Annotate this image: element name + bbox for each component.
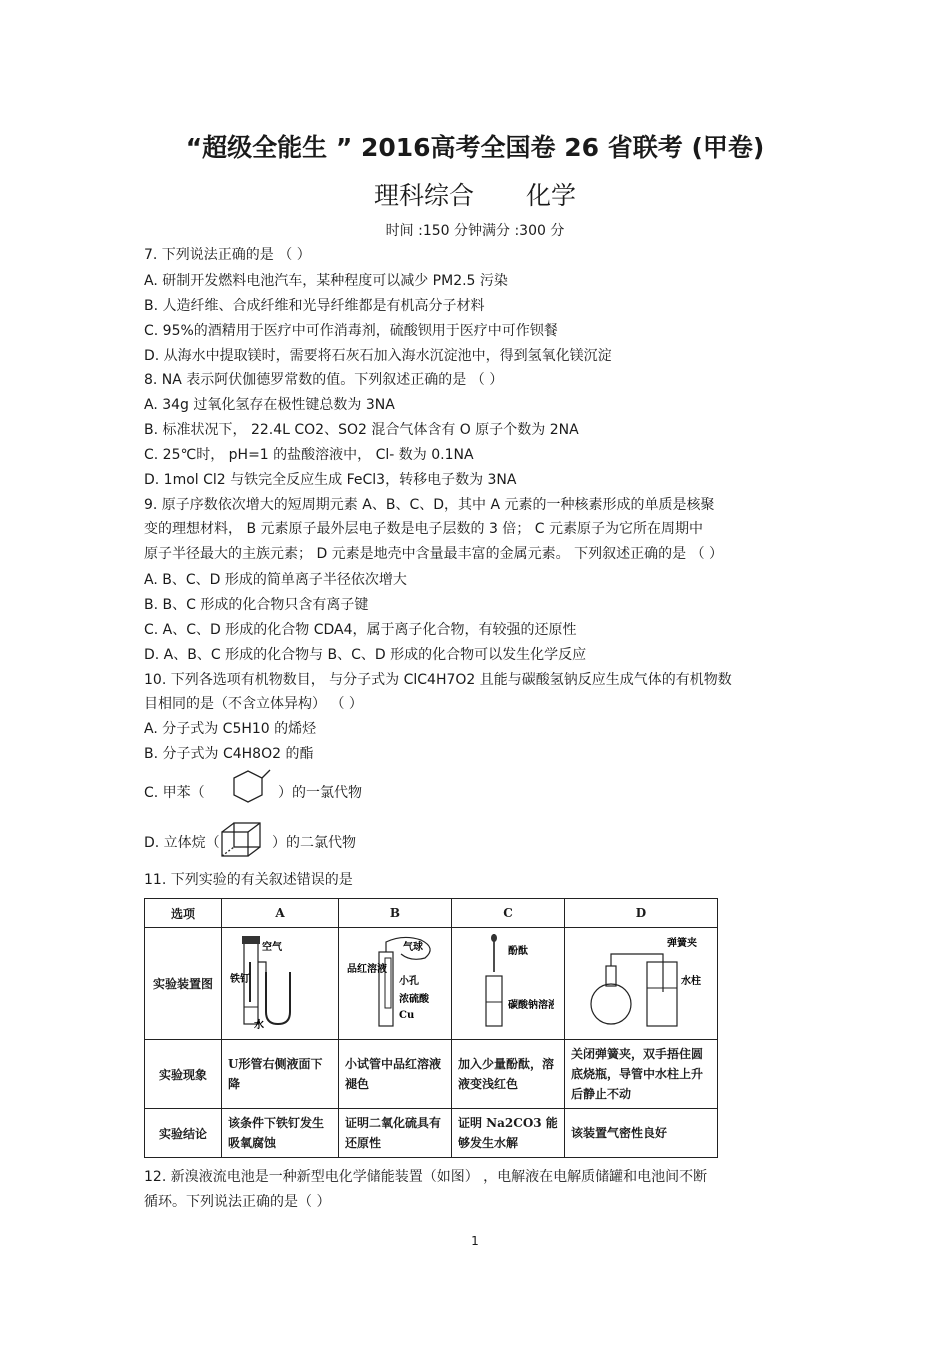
row-label: 实验现象 xyxy=(145,1040,222,1109)
phenomenon-c: 加入少量酚酞，溶液变浅红色 xyxy=(452,1040,565,1109)
apparatus-b xyxy=(339,928,452,1040)
question-8: 8. NA 表示阿伏伽德罗常数的值。下列叙述正确的是 （ ） xyxy=(144,372,504,388)
q10-option-c-prefix: C. 甲苯（ xyxy=(144,785,205,801)
table-header-row xyxy=(145,899,718,928)
q8-option-a: A. 34g 过氧化氢存在极性键总数为 3NA xyxy=(144,397,395,413)
row-label: 实验装置图 xyxy=(145,928,222,1040)
conclusion-a: 该条件下铁钉发生吸氧腐蚀 xyxy=(222,1109,339,1158)
table-header-cell: A xyxy=(222,899,339,928)
table-header-cell: 选项 xyxy=(145,899,222,928)
exam-subtitle xyxy=(0,176,950,212)
toluene-structure-icon xyxy=(226,768,272,808)
label-sodium-carbonate: 碳酸钠溶液 xyxy=(508,1000,554,1011)
label-sulfuric-acid: 浓硫酸 xyxy=(399,994,429,1005)
apparatus-d xyxy=(565,928,718,1040)
table-row xyxy=(145,1109,718,1158)
table-row xyxy=(145,928,718,1040)
q7-option-b: B. 人造纤维、合成纤维和光导纤维都是有机高分子材料 xyxy=(144,298,485,314)
cubane-structure-icon xyxy=(218,820,268,860)
question-10-line1: 10. 下列各选项有机物数目， 与分子式为 ClC4H7O2 且能与碳酸氢钠反应生成气体的有机物数 xyxy=(144,672,732,688)
q10-option-b: B. 分子式为 C4H8O2 的酯 xyxy=(144,746,314,762)
question-7: 7. 下列说法正确的是 （ ） xyxy=(144,247,311,263)
label-water-column: 水柱 xyxy=(681,976,701,987)
label-balloon: 气球 xyxy=(403,942,423,953)
phenomenon-a: U形管右侧液面下降 xyxy=(222,1040,339,1109)
q10-option-d-prefix: D. 立体烷（ xyxy=(144,835,220,851)
label-spring-clip: 弹簧夹 xyxy=(667,938,697,949)
q10-option-c-suffix: ）的一氯代物 xyxy=(278,785,362,801)
phenolphthalein-apparatus-icon xyxy=(458,932,554,1032)
label-water: 水 xyxy=(254,1020,264,1031)
q7-option-d: D. 从海水中提取镁时，需要将石灰石加入海水沉淀池中，得到氢氧化镁沉淀 xyxy=(144,348,612,364)
label-small-hole: 小孔 xyxy=(399,976,419,987)
row-label: 实验结论 xyxy=(145,1109,222,1158)
exam-time-info: 时间 :150 分钟满分 :300 分 xyxy=(385,223,565,239)
phenomenon-d: 关闭弹簧夹，双手捂住圆底烧瓶，导管中水柱上升后静止不动 xyxy=(565,1040,718,1109)
label-air: 空气 xyxy=(262,942,282,953)
table-header-cell: D xyxy=(565,899,718,928)
q9-option-c: C. A、C、D 形成的化合物 CDA4，属于离子化合物，有较强的还原性 xyxy=(144,622,577,638)
q8-option-d: D. 1mol Cl2 与铁完全反应生成 FeCl3，转移电子数为 3NA xyxy=(144,472,517,488)
experiment-table xyxy=(144,898,718,1154)
table-row xyxy=(145,1040,718,1109)
q9-option-d: D. A、B、C 形成的化合物与 B、C、D 形成的化合物可以发生化学反应 xyxy=(144,647,587,663)
q10-option-a: A. 分子式为 C5H10 的烯烃 xyxy=(144,721,317,737)
question-9-line2: 变的理想材料， B 元素原子最外层电子数是电子层数的 3 倍； C 元素原子为它所在周期中 xyxy=(144,521,703,537)
question-10-line2: 目相同的是（不含立体异构） （ ） xyxy=(144,696,363,712)
label-copper: Cu xyxy=(399,1010,415,1021)
phenomenon-b: 小试管中品红溶液褪色 xyxy=(339,1040,452,1109)
apparatus-c xyxy=(452,928,565,1040)
question-9-line1: 9. 原子序数依次增大的短周期元素 A、B、C、D，其中 A 元素的一种核素形成的单质是核聚 xyxy=(144,497,715,513)
q7-option-c: C. 95%的酒精用于医疗中可作消毒剂，硫酸钡用于医疗中可作钡餐 xyxy=(144,323,558,339)
subject-group: 理科综合 xyxy=(374,181,475,210)
question-12-line1: 12. 新溴液流电池是一种新型电化学储能装置（如图） ，电解液在电解质储罐和电池间不断 xyxy=(144,1169,708,1185)
q9-option-a: A. B、C、D 形成的简单离子半径依次增大 xyxy=(144,572,407,588)
q7-option-a: A. 研制开发燃料电池汽车，某种程度可以减少 PM2.5 污染 xyxy=(144,273,508,289)
q8-option-b: B. 标准状况下， 22.4L CO2、SO2 混合气体含有 O 原子个数为 2NA xyxy=(144,422,579,438)
q8-option-c: C. 25℃时， pH=1 的盐酸溶液中， Cl- 数为 0.1NA xyxy=(144,447,474,463)
subject: 化学 xyxy=(525,181,576,210)
q9-option-b: B. B、C 形成的化合物只含有离子键 xyxy=(144,597,369,613)
conclusion-d: 该装置气密性良好 xyxy=(565,1109,718,1158)
table-header-cell: B xyxy=(339,899,452,928)
label-nail: 铁钉 xyxy=(230,974,250,985)
conclusion-b: 证明二氧化硫具有还原性 xyxy=(339,1109,452,1158)
page-number: 1 xyxy=(471,1234,479,1248)
q10-option-d-suffix: ）的二氯代物 xyxy=(272,835,356,851)
question-12-line2: 循环。下列说法正确的是（ ） xyxy=(144,1194,331,1210)
question-11: 11. 下列实验的有关叙述错误的是 xyxy=(144,872,353,888)
sulfur-dioxide-apparatus-icon xyxy=(345,932,441,1032)
label-phenolphthalein: 酚酞 xyxy=(508,946,528,957)
question-9-line3: 原子半径最大的主族元素； D 元素是地壳中含量最丰富的金属元素。 下列叙述正确的是 （ ） xyxy=(144,546,724,562)
exam-title: “超级全能生 ” 2016高考全国卷 26 省联考 (甲卷) xyxy=(185,133,765,162)
table-header-cell: C xyxy=(452,899,565,928)
airtightness-apparatus-icon xyxy=(571,932,711,1032)
apparatus-a xyxy=(222,928,339,1040)
conclusion-c: 证明 Na2CO3 能够发生水解 xyxy=(452,1109,565,1158)
u-tube-apparatus-icon xyxy=(228,932,324,1032)
label-magenta-solution: 品红溶液 xyxy=(347,964,387,975)
